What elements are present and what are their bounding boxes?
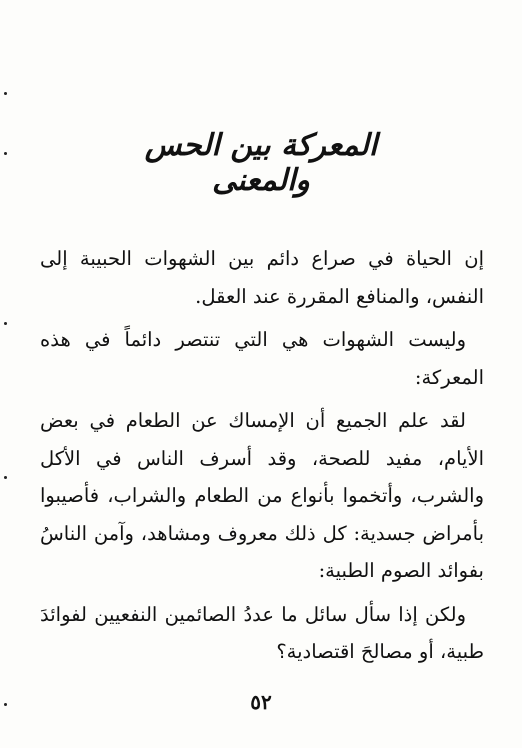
page-number: ٥٢ xyxy=(250,690,272,714)
margin-mark xyxy=(4,476,7,479)
margin-mark xyxy=(4,703,7,706)
paragraph-2: وليست الشهوات هي التي تنتصر دائماً في هذه المعركة: xyxy=(40,328,484,389)
paragraph-3: لقد علم الجميع أن الإمساك عن الطعام في بعض الأيام، مفيد للصحة، وقد أسرف الناس في الأكل والشرب، وأتخموا بأنواع من الطعام والشراب، فأصيبوا بأمراض جسدية: كل ذلك معروف ومشاهد، وآمن الناسُ بفوائد الصوم الطبية: xyxy=(40,409,484,582)
body-text xyxy=(40,240,484,677)
margin-mark xyxy=(4,322,7,325)
margin-mark xyxy=(4,92,7,95)
paragraph-4: ولكن إذا سأل سائل ما عددُ الصائمين النفعيين لفوائدَ طبية، أو مصالحَ اقتصادية؟ xyxy=(40,602,484,663)
margin-mark xyxy=(4,152,7,155)
chapter-title: المعركة بين الحس والمعنى xyxy=(144,128,378,198)
paragraph-1: إن الحياة في صراع دائم بين الشهوات الحبيبة إلى النفس، والمنافع المقررة عند العقل. xyxy=(40,247,484,308)
